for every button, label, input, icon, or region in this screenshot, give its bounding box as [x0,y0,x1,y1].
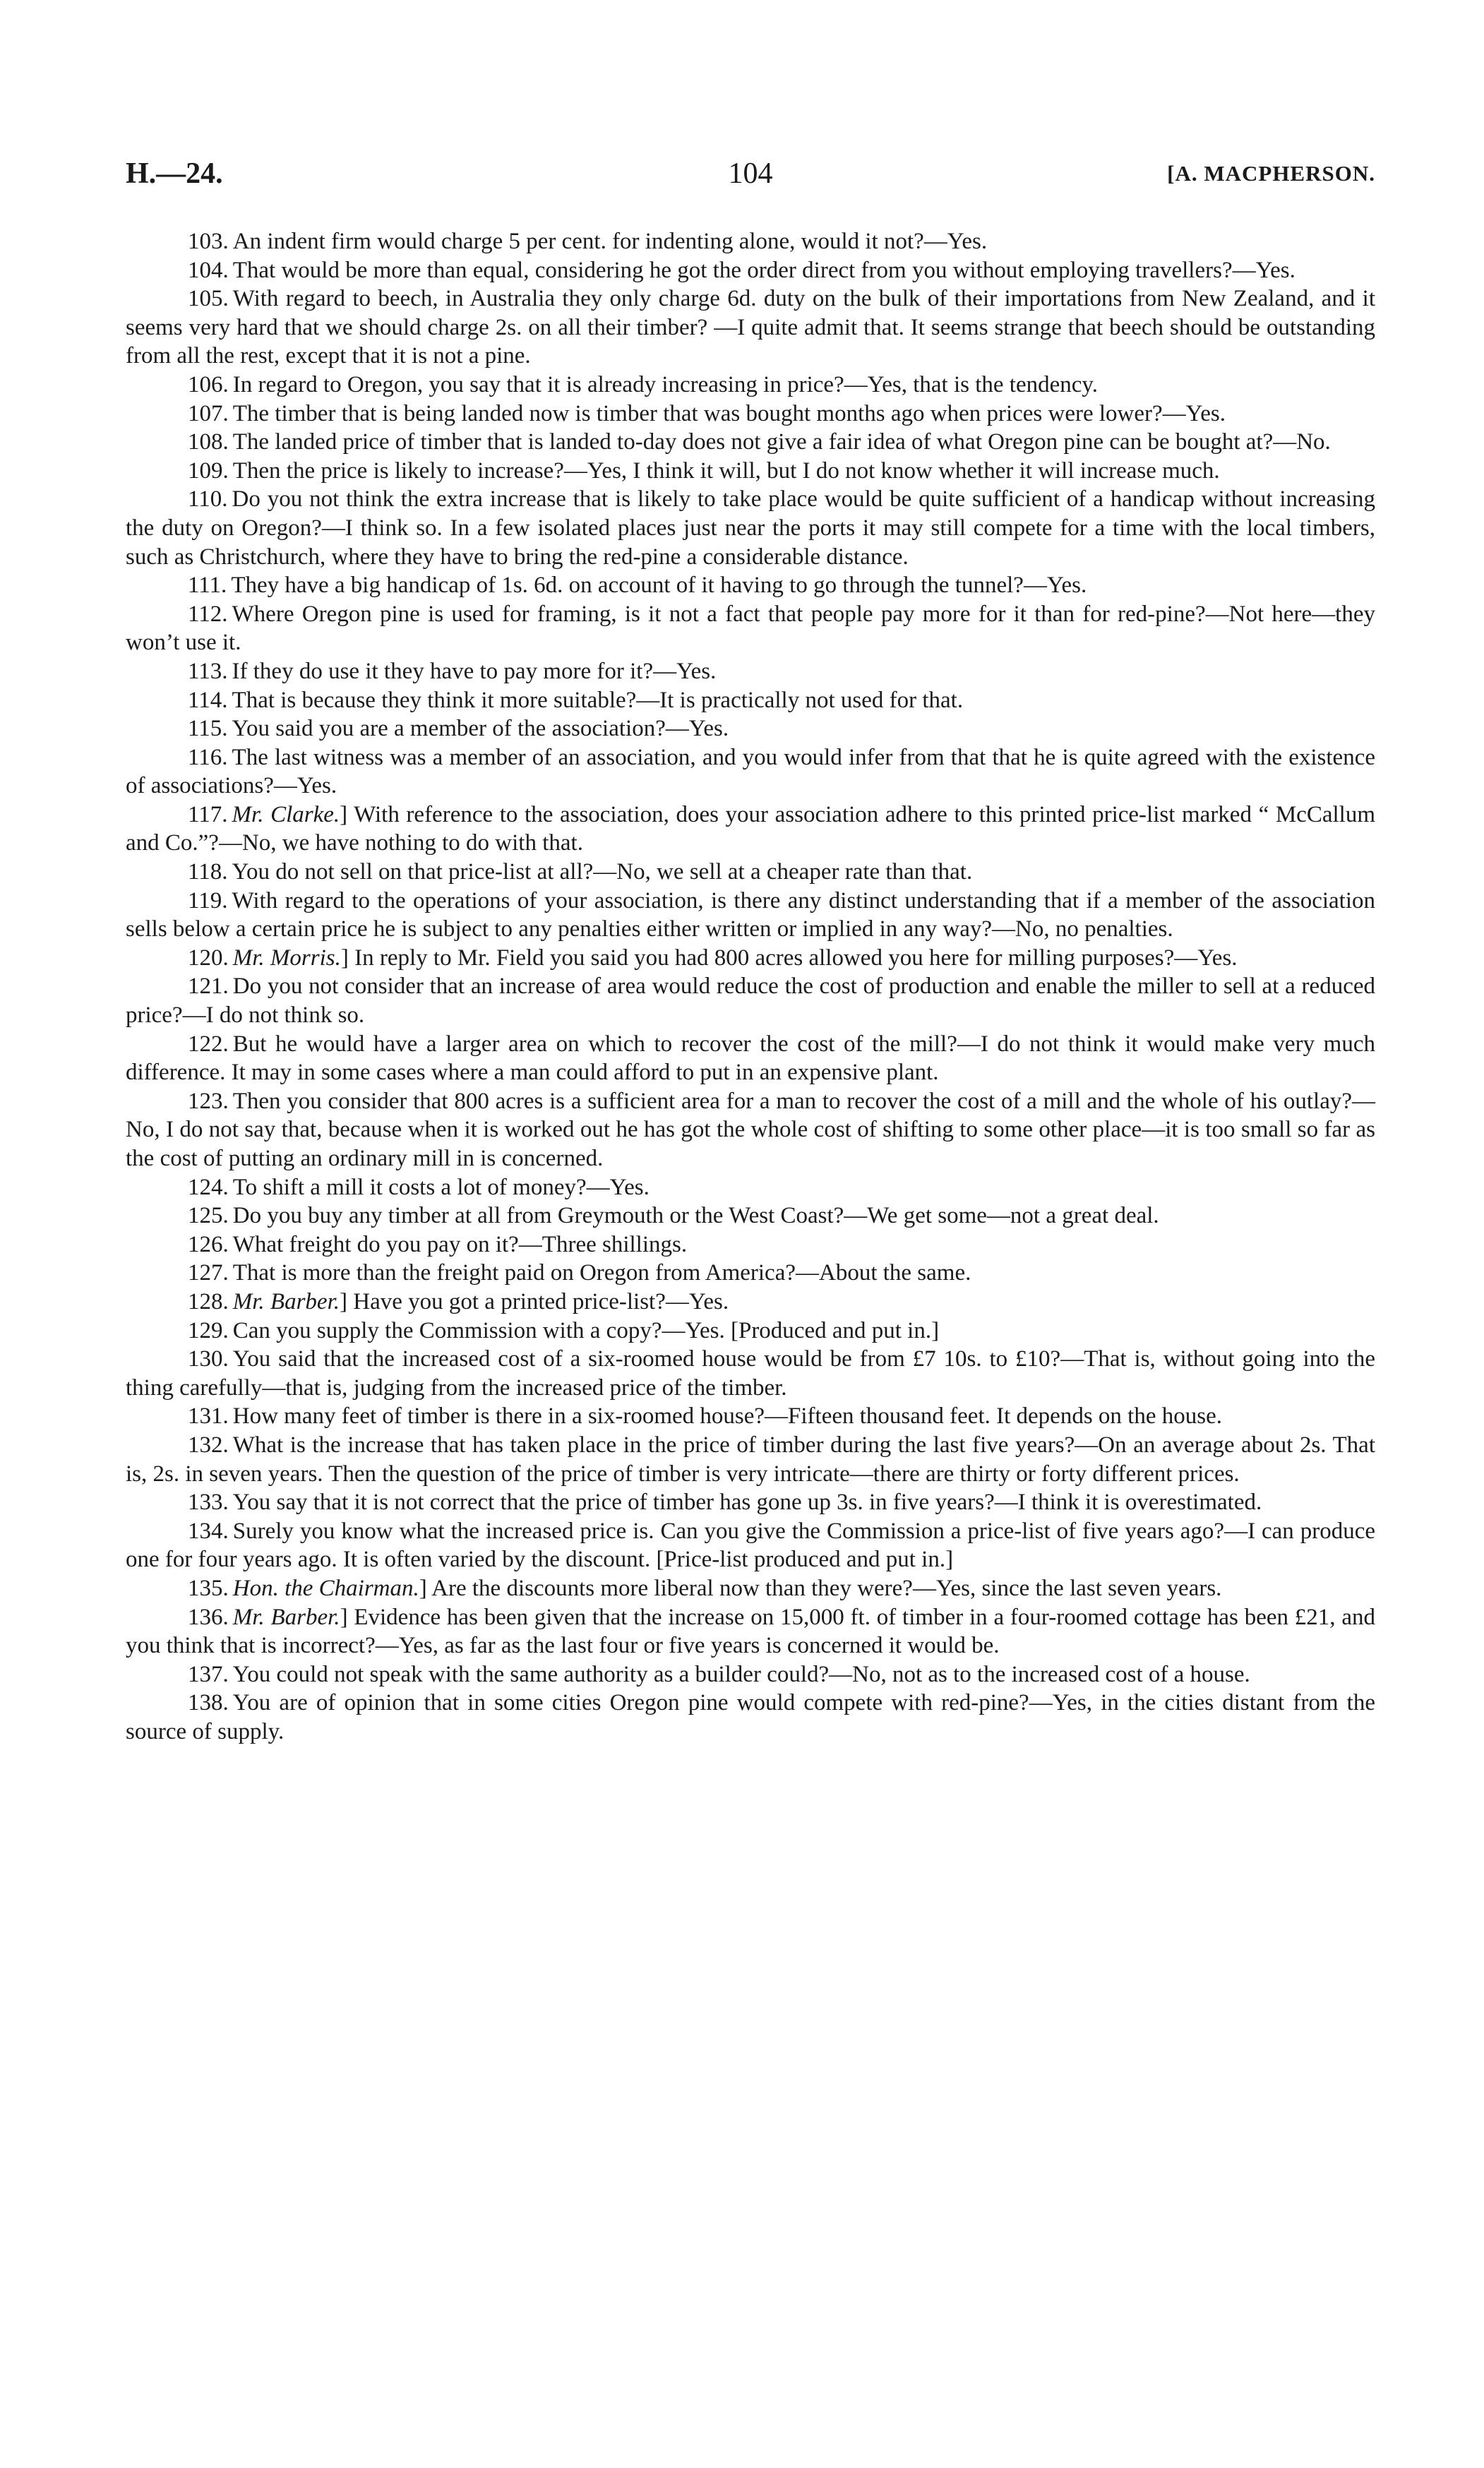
question-number: 121. [188,974,229,1000]
question-paragraph [126,657,1375,686]
question-answer-text: You are of opinion that in some cities Oregon pine would compete with red-pine?—Yes, in the cities distant from the source of supply. [126,1690,1375,1744]
question-number: 131. [188,1403,229,1430]
question-number: 111. [188,573,227,599]
question-answer-text: Where Oregon pine is used for framing, is it not a fact that people pay more for it than for red-pine?—Not here—they won’t use it. [126,601,1375,656]
question-number: 128. [188,1288,229,1314]
question-paragraph [126,227,1375,256]
question-paragraph [126,1431,1375,1488]
question-number: 125. [188,1203,229,1229]
question-answer-text: The timber that is being landed now is timber that was bought months ago when prices were lower?—Yes. [232,400,1226,426]
question-number: 130. [188,1346,229,1372]
question-answer-text: They have a big handicap of 1s. 6d. on account of it having to go through the tunnel?—Yes. [231,573,1087,599]
question-paragraph: 135. Hon. the Chairman.] Are the discounts more liberal now than they were?—Yes, since the last seven years. [188,1575,1222,1601]
question-number: 135. [188,1575,229,1601]
question-answer-text: In regard to Oregon, you say that it is already increasing in price?—Yes, that is the tendency. [232,371,1098,397]
question-number: 136. [188,1604,229,1630]
speaker-name: Mr. Clarke. [232,801,340,827]
question-answer-text: With reference to the association, does your association adhere to this printed price-list marked “ McCallum and Co.”?—No, we have nothing to do with that. [126,801,1375,856]
question-number: 123. [188,1088,229,1114]
question-number: 126. [188,1231,229,1257]
question-number: 104. [188,257,229,283]
question-paragraph [126,887,1375,944]
question-paragraph [126,1230,1375,1259]
question-answer-text: Then the price is likely to increase?—Yes, I think it will, but I do not know whether it will increase much. [232,457,1220,484]
speaker-name: Hon. the Chairman. [232,1575,419,1601]
page-number: 104 [728,157,773,190]
question-number: 113. [188,658,228,684]
question-paragraph [126,1402,1375,1431]
question-paragraph [126,284,1375,371]
question-number: 116. [188,744,228,770]
question-paragraph [126,1202,1375,1230]
question-answer-text: To shift a mill it costs a lot of money?—Yes. [232,1174,650,1200]
report-code: H.—24. [126,157,223,190]
question-answer-text: Do you not think the extra increase that is likely to take place would be quite sufficient of a handicap without increasing the duty on Oregon?—I think so. In a few isolated places just near the ports it may still compete for a time with the local timbers, such as Christchurch, where they have to bring the red-pine a considerable distance. [126,486,1375,570]
question-answer-text: With regard to beech, in Australia they only charge 6d. duty on the bulk of their importations from New Zealand, and it seems very hard that we should charge 2s. on all their timber? —I quite admit that. It seems strange that beech should be outstanding from all the rest, except that it is not a pine. [126,286,1375,369]
question-answer-text: What freight do you pay on it?—Three shillings. [232,1231,688,1257]
question-paragraph [126,457,1375,486]
question-number: 103. [188,229,229,254]
question-number: 114. [188,687,228,713]
question-answer-text: That is more than the freight paid on Oregon from America?—About the same. [232,1260,971,1286]
question-number: 132. [188,1432,229,1458]
question-answer-text: How many feet of timber is there in a six-roomed house?—Fifteen thousand feet. It depends on the house. [232,1403,1222,1430]
speaker-name: Mr. Barber. [232,1604,340,1630]
question-paragraph: 128. Mr. Barber.] Have you got a printed price-list?—Yes. [188,1288,729,1314]
question-paragraph: 136. Mr. Barber.] Evidence has been given that the increase on 15,000 ft. of timber in a four-roomed cottage has been £21, and you think that is incorrect?—Yes, as far as the last four or five years is concerned it would be. [126,1604,1375,1659]
question-answer-text: The landed price of timber that is landed to-day does not give a fair idea of what Oregon pine can be bought at?—No. [232,429,1331,455]
question-answer-text: That would be more than equal, considering he got the order direct from you without employing travellers?—Yes. [232,257,1295,283]
question-paragraph [126,686,1375,715]
question-paragraph [126,858,1375,887]
question-answer-text: You could not speak with the same authority as a builder could?—No, not as to the increased cost of a house. [232,1661,1250,1687]
question-paragraph [126,1660,1375,1689]
question-number: 117. [188,801,228,827]
question-answer-text: But he would have a larger area on which to recover the cost of the mill?—I do not think it would make very much difference. It may in some cases where a man could afford to put in an expensive plant. [126,1031,1375,1086]
question-paragraph [126,1317,1375,1346]
question-number: 124. [188,1174,229,1200]
question-number: 127. [188,1260,229,1286]
question-answer-text: Do you buy any timber at all from Greymouth or the West Coast?—We get some—not a great deal. [232,1203,1159,1229]
question-number: 110. [188,486,228,513]
question-answer-text: With regard to the operations of your association, is there any distinct understanding that if a member of the association sells below a certain price he is subject to any penalties either written or implied in any way?—No, no penalties. [126,887,1375,942]
question-paragraph [126,1259,1375,1288]
question-number: 122. [188,1031,229,1057]
question-number: 138. [188,1690,229,1716]
question-number: 106. [188,371,229,397]
question-answer-text: An indent firm would charge 5 per cent. for indenting alone, would it not?—Yes. [232,229,988,254]
question-paragraph [126,400,1375,429]
question-paragraph: 120. Mr. Morris.] In reply to Mr. Field you said you had 800 acres allowed you here for milling purposes?—Yes. [188,945,1238,971]
question-paragraph [126,1173,1375,1202]
question-paragraph [126,371,1375,400]
question-paragraph [126,1087,1375,1173]
question-number: 112. [188,601,228,627]
question-number: 105. [188,286,229,312]
question-answer-text: Evidence has been given that the increase on 15,000 ft. of timber in a four-roomed cottage has been £21, and you think that is incorrect?—Yes, as far as the last four or five years is concerned it would be. [126,1604,1375,1659]
question-paragraph [126,1689,1375,1746]
question-answer-text: The last witness was a member of an association, and you would infer from that that he is quite agreed with the existence of associations?—Yes. [126,744,1375,799]
question-paragraph [126,1517,1375,1574]
question-answer-text: What is the increase that has taken place in the price of timber during the last five years?—On an average about 2s. That is, 2s. in seven years. Then the question of the price of timber is very intricate—there are thirty or forty different prices. [126,1432,1375,1487]
question-answer-text: You said that the increased cost of a six-roomed house would be from £7 10s. to £10?—That is, without going into the thing carefully—that is, judging from the increased price of the timber. [126,1346,1375,1401]
question-answer-text: Do you not consider that an increase of area would reduce the cost of production and enable the miller to sell at a reduced price?—I do not think so. [126,974,1375,1029]
question-answer-text: That is because they think it more suitable?—It is practically not used for that. [232,687,964,713]
question-answer-text: You said you are a member of the association?—Yes. [232,716,729,742]
question-number: 109. [188,457,229,484]
question-number: 120. [188,945,229,971]
question-number: 107. [188,400,229,426]
question-paragraph [126,428,1375,457]
question-number: 133. [188,1490,229,1516]
page-header [126,157,1375,206]
question-number: 119. [188,887,228,913]
question-paragraph: 117. Mr. Clarke.] With reference to the association, does your association adhere to this printed price-list marked “ McCallum and Co.”?—No, we have nothing to do with that. [126,801,1375,856]
question-paragraph [126,600,1375,657]
question-paragraph [126,571,1375,600]
question-number: 118. [188,859,228,885]
evidence-text [126,227,1375,1746]
question-answer-text: Are the discounts more liberal now than they were?—Yes, since the last seven years. [431,1575,1222,1601]
speaker-name: Mr. Barber. [232,1288,340,1314]
speaker-name: Mr. Morris. [232,945,341,971]
witness-name: [A. MACPHERSON. [1167,161,1375,186]
question-answer-text: You do not sell on that price-list at all?—No, we sell at a cheaper rate than that. [232,859,973,885]
question-answer-text: Have you got a printed price-list?—Yes. [353,1288,729,1314]
question-answer-text: Surely you know what the increased price is. Can you give the Commission a price-list of five years ago?—I can produce one for four years ago. It is often varied by the discount. [Price-list produced and put in.] [126,1518,1375,1573]
question-paragraph [126,485,1375,571]
question-paragraph [126,256,1375,285]
question-answer-text: If they do use it they have to pay more for it?—Yes. [232,658,717,684]
question-answer-text: Then you consider that 800 acres is a sufficient area for a man to recover the cost of a mill and the whole of his outlay?—No, I do not say that, because when it is worked out he has got the whole cost of shifting to some other place—it is too small so far as the cost of putting an ordinary mill in is concerned. [126,1088,1375,1171]
question-number: 137. [188,1661,229,1687]
question-answer-text: Can you supply the Commission with a copy?—Yes. [Produced and put in.] [232,1317,940,1343]
question-paragraph [126,1345,1375,1402]
question-answer-text: You say that it is not correct that the price of timber has gone up 3s. in five years?—I think it is overestimated. [232,1490,1262,1516]
question-answer-text: In reply to Mr. Field you said you had 800 acres allowed you here for milling purposes?—Yes. [354,945,1238,971]
question-number: 129. [188,1317,229,1343]
question-paragraph [126,1488,1375,1517]
question-number: 108. [188,429,229,455]
question-paragraph [126,743,1375,801]
question-number: 134. [188,1518,229,1544]
question-number: 115. [188,716,228,742]
question-paragraph [126,1030,1375,1087]
question-paragraph [126,714,1375,743]
question-paragraph [126,972,1375,1029]
